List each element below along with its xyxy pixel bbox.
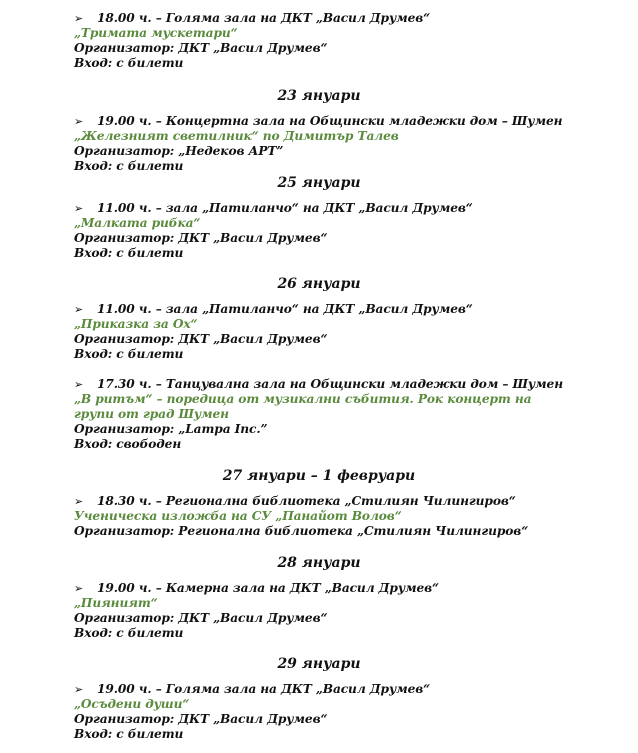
- event-title: „Железният светилник“ по Димитър Талев: [74, 129, 399, 143]
- event-entry: Вход: с билети: [74, 727, 184, 741]
- arrow-bullet-icon: ➢: [74, 12, 84, 25]
- arrow-bullet-icon: ➢: [74, 202, 84, 215]
- event-item: [74, 302, 574, 362]
- event-organizer: Организатор: ДКТ „Васил Друмев“: [74, 41, 328, 55]
- event-item: [74, 494, 574, 539]
- event-entry: Вход: с билети: [74, 246, 184, 260]
- arrow-bullet-icon: ➢: [74, 115, 84, 128]
- event-title: „Малката рибка“: [74, 216, 201, 230]
- event-header: ➢ 17.30 ч. – Танцувална зала на Общински младежки дом – Шумен: [74, 377, 563, 391]
- event-title: „В ритъм“ – поредица от музикални събития. Рок концерт на групи от град Шумен: [74, 392, 532, 421]
- event-organizer: Организатор: „Lampa Inc.”: [74, 422, 268, 436]
- arrow-bullet-icon: ➢: [74, 378, 84, 391]
- date-heading: 27 януари – 1 февруари: [222, 468, 416, 484]
- event-title: „Приказка за Ох“: [74, 317, 198, 331]
- event-organizer: Организатор: ДКТ „Васил Друмев“: [74, 332, 328, 346]
- event-item: [74, 114, 574, 174]
- date-heading: 25 януари: [277, 175, 361, 191]
- event-entry: Вход: свободен: [74, 437, 182, 451]
- arrow-bullet-icon: ➢: [74, 495, 84, 508]
- event-title: „Пияният“: [74, 596, 158, 610]
- event-title: „Осъдени души“: [74, 697, 190, 711]
- event-item: [74, 377, 574, 452]
- event-item: [74, 201, 574, 261]
- event-organizer: Организатор: ДКТ „Васил Друмев“: [74, 611, 328, 625]
- arrow-bullet-icon: ➢: [74, 582, 84, 595]
- date-heading: 28 януари: [277, 555, 361, 571]
- event-organizer: Организатор: „Недеков АРТ”: [74, 144, 284, 158]
- event-header: ➢ 11.00 ч. – зала „Патиланчо“ на ДКТ „Васил Друмев“: [74, 302, 473, 316]
- event-entry: Вход: с билети: [74, 56, 184, 70]
- event-item: [74, 11, 574, 71]
- event-entry: Вход: с билети: [74, 159, 184, 173]
- event-header: ➢ 19.00 ч. – Голяма зала на ДКТ „Васил Друмев“: [74, 682, 431, 696]
- event-item: [74, 581, 574, 641]
- event-organizer: Организатор: ДКТ „Васил Друмев“: [74, 712, 328, 726]
- event-item: [74, 682, 574, 742]
- event-title: Ученическа изложба на СУ „Панайот Волов“: [74, 509, 402, 523]
- event-entry: Вход: с билети: [74, 626, 184, 640]
- date-heading: 23 януари: [277, 88, 361, 104]
- event-header: ➢ 11.00 ч. – зала „Патиланчо“ на ДКТ „Васил Друмев“: [74, 201, 473, 215]
- event-header: ➢ 19.00 ч. – Концертна зала на Общински младежки дом – Шумен: [74, 114, 563, 128]
- date-heading: 26 януари: [277, 276, 361, 292]
- event-organizer: Организатор: ДКТ „Васил Друмев“: [74, 231, 328, 245]
- event-title: „Тримата мускетари“: [74, 26, 238, 40]
- event-header: ➢ 18.30 ч. – Регионална библиотека „Стилиян Чилингиров“: [74, 494, 516, 508]
- date-heading: 29 януари: [277, 656, 361, 672]
- event-organizer: Организатор: Регионална библиотека „Стилиян Чилингиров“: [74, 524, 529, 538]
- arrow-bullet-icon: ➢: [74, 303, 84, 316]
- event-header: ➢ 19.00 ч. – Камерна зала на ДКТ „Васил Друмев“: [74, 581, 439, 595]
- arrow-bullet-icon: ➢: [74, 683, 84, 696]
- event-header: ➢ 18.00 ч. – Голяма зала на ДКТ „Васил Друмев“: [74, 11, 431, 25]
- event-entry: Вход: с билети: [74, 347, 184, 361]
